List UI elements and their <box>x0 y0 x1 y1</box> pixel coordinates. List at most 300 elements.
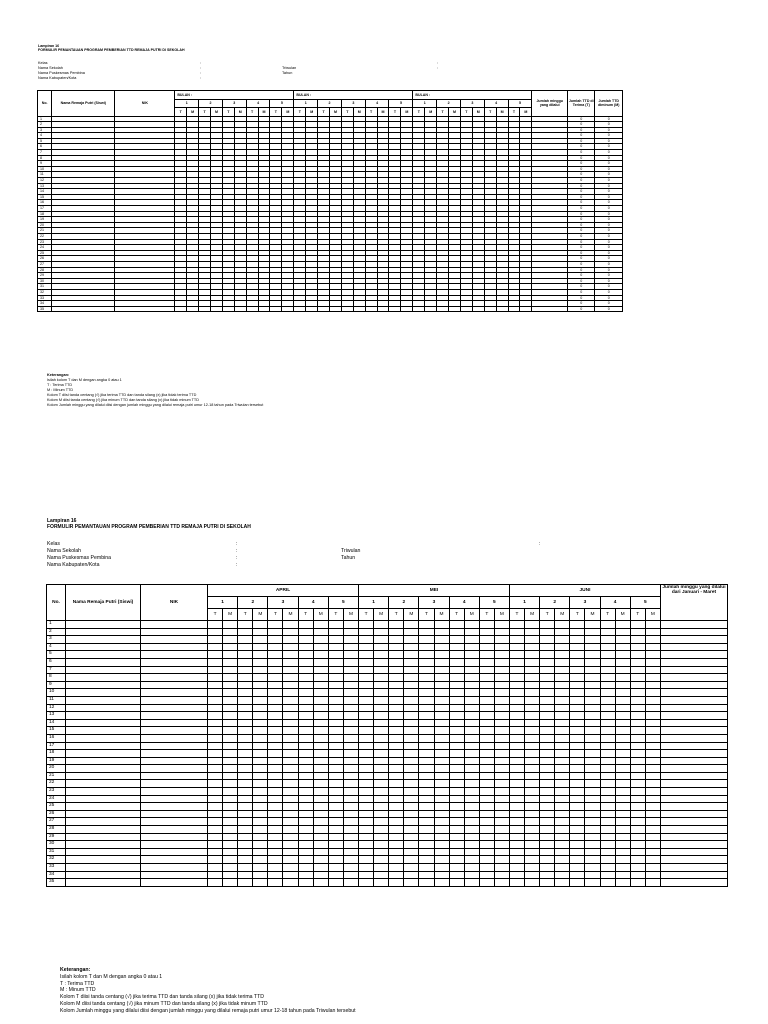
cell-tm[interactable] <box>359 780 374 788</box>
cell-tm[interactable] <box>540 674 555 682</box>
cell-tm[interactable] <box>555 848 570 856</box>
cell-tm[interactable] <box>374 621 389 629</box>
cell-tm[interactable] <box>374 712 389 720</box>
cell-tm[interactable] <box>359 795 374 803</box>
cell-tm[interactable] <box>509 666 524 674</box>
cell-tm[interactable] <box>570 681 585 689</box>
cell-tm[interactable] <box>555 719 570 727</box>
cell-nik[interactable] <box>141 651 208 659</box>
cell-tm[interactable] <box>600 765 615 773</box>
cell-tm[interactable] <box>434 772 449 780</box>
cell-tm[interactable] <box>630 765 645 773</box>
cell-tm[interactable] <box>570 628 585 636</box>
cell-nik[interactable] <box>141 810 208 818</box>
cell-tm[interactable] <box>283 689 298 697</box>
cell-tm[interactable] <box>223 803 238 811</box>
cell-tm[interactable] <box>479 651 494 659</box>
cell-tm[interactable] <box>223 666 238 674</box>
cell-tm[interactable] <box>540 666 555 674</box>
cell-tm[interactable] <box>600 636 615 644</box>
cell-tm[interactable] <box>585 727 600 735</box>
cell-tm[interactable] <box>449 795 464 803</box>
cell-tm[interactable] <box>494 826 509 834</box>
cell-tm[interactable] <box>630 621 645 629</box>
cell-tm[interactable] <box>359 628 374 636</box>
cell-tm[interactable] <box>298 689 313 697</box>
cell-tm[interactable] <box>223 848 238 856</box>
cell-tm[interactable] <box>313 810 328 818</box>
cell-tm[interactable] <box>253 734 268 742</box>
cell-tm[interactable] <box>208 826 223 834</box>
cell-tm[interactable] <box>600 879 615 887</box>
cell-tm[interactable] <box>540 788 555 796</box>
cell-tm[interactable] <box>283 788 298 796</box>
cell-tm[interactable] <box>464 681 479 689</box>
cell-tm[interactable] <box>389 841 404 849</box>
cell-tm[interactable] <box>328 719 343 727</box>
cell-tm[interactable] <box>343 658 358 666</box>
cell-nik[interactable] <box>141 628 208 636</box>
cell-tm[interactable] <box>268 788 283 796</box>
cell-tm[interactable] <box>298 765 313 773</box>
cell-tm[interactable] <box>343 788 358 796</box>
cell-tm[interactable] <box>449 780 464 788</box>
cell-tm[interactable] <box>223 750 238 758</box>
cell-tm[interactable] <box>540 636 555 644</box>
cell-tm[interactable] <box>328 856 343 864</box>
cell-tm[interactable] <box>555 864 570 872</box>
cell-tm[interactable] <box>328 696 343 704</box>
cell-tm[interactable] <box>434 651 449 659</box>
cell-tm[interactable] <box>509 864 524 872</box>
cell-tm[interactable] <box>645 826 660 834</box>
cell-jumlah-minggu[interactable] <box>660 712 727 720</box>
cell-tm[interactable] <box>389 704 404 712</box>
cell-nik[interactable] <box>141 780 208 788</box>
cell-tm[interactable] <box>570 848 585 856</box>
cell-tm[interactable] <box>268 856 283 864</box>
cell-tm[interactable] <box>208 765 223 773</box>
cell-tm[interactable] <box>283 628 298 636</box>
cell-tm[interactable] <box>359 674 374 682</box>
cell-nik[interactable] <box>141 674 208 682</box>
cell-tm[interactable] <box>585 780 600 788</box>
cell-tm[interactable] <box>630 750 645 758</box>
cell-tm[interactable] <box>328 727 343 735</box>
cell-tm[interactable] <box>585 810 600 818</box>
cell-nama[interactable] <box>66 871 141 879</box>
cell-tm[interactable] <box>509 879 524 887</box>
cell-tm[interactable] <box>494 674 509 682</box>
cell-tm[interactable] <box>238 727 253 735</box>
cell-tm[interactable] <box>449 833 464 841</box>
cell-tm[interactable] <box>494 757 509 765</box>
cell-tm[interactable] <box>600 757 615 765</box>
cell-tm[interactable] <box>208 810 223 818</box>
cell-tm[interactable] <box>645 788 660 796</box>
cell-tm[interactable] <box>630 856 645 864</box>
cell-tm[interactable] <box>464 704 479 712</box>
cell-tm[interactable] <box>208 803 223 811</box>
cell-tm[interactable] <box>600 658 615 666</box>
cell-tm[interactable] <box>253 810 268 818</box>
cell-tm[interactable] <box>645 621 660 629</box>
cell-tm[interactable] <box>253 772 268 780</box>
cell-tm[interactable] <box>570 643 585 651</box>
cell-tm[interactable] <box>298 674 313 682</box>
cell-tm[interactable] <box>449 848 464 856</box>
cell-tm[interactable] <box>389 727 404 735</box>
cell-tm[interactable] <box>434 795 449 803</box>
cell-tm[interactable] <box>464 674 479 682</box>
cell-tm[interactable] <box>208 621 223 629</box>
cell-tm[interactable] <box>615 810 630 818</box>
cell-tm[interactable] <box>253 712 268 720</box>
cell-tm[interactable] <box>359 621 374 629</box>
cell-nama[interactable] <box>66 864 141 872</box>
cell-tm[interactable] <box>645 696 660 704</box>
cell-tm[interactable] <box>570 712 585 720</box>
cell-jumlah-minggu[interactable] <box>660 719 727 727</box>
cell-tm[interactable] <box>253 621 268 629</box>
cell-tm[interactable] <box>540 879 555 887</box>
cell-tm[interactable] <box>645 727 660 735</box>
cell-tm[interactable] <box>479 719 494 727</box>
cell-tm[interactable] <box>419 666 434 674</box>
cell-nik[interactable] <box>141 689 208 697</box>
cell-tm[interactable] <box>419 864 434 872</box>
cell-nama[interactable] <box>66 841 141 849</box>
cell-tm[interactable] <box>630 696 645 704</box>
cell-tm[interactable] <box>238 651 253 659</box>
cell-tm[interactable] <box>268 841 283 849</box>
cell-tm[interactable] <box>540 621 555 629</box>
cell-tm[interactable] <box>570 636 585 644</box>
cell-tm[interactable] <box>419 621 434 629</box>
cell-tm[interactable] <box>238 780 253 788</box>
cell-jumlah-minggu[interactable] <box>660 795 727 803</box>
cell-tm[interactable] <box>585 681 600 689</box>
cell-tm[interactable] <box>404 689 419 697</box>
cell-nik[interactable] <box>141 795 208 803</box>
cell-tm[interactable] <box>570 651 585 659</box>
cell-tm[interactable] <box>494 727 509 735</box>
cell-tm[interactable] <box>555 795 570 803</box>
cell-tm[interactable] <box>494 621 509 629</box>
cell-tm[interactable] <box>509 674 524 682</box>
cell-tm[interactable] <box>298 750 313 758</box>
cell-tm[interactable] <box>570 833 585 841</box>
cell-tm[interactable] <box>208 696 223 704</box>
cell-tm[interactable] <box>359 696 374 704</box>
cell-tm[interactable] <box>359 818 374 826</box>
cell-tm[interactable] <box>268 666 283 674</box>
cell-tm[interactable] <box>389 833 404 841</box>
cell-tm[interactable] <box>343 856 358 864</box>
cell-nama[interactable] <box>66 856 141 864</box>
cell-tm[interactable] <box>268 636 283 644</box>
cell-tm[interactable] <box>464 795 479 803</box>
cell-tm[interactable] <box>494 818 509 826</box>
cell-tm[interactable] <box>600 734 615 742</box>
cell-tm[interactable] <box>343 772 358 780</box>
cell-tm[interactable] <box>570 658 585 666</box>
cell-tm[interactable] <box>268 772 283 780</box>
cell-tm[interactable] <box>208 643 223 651</box>
cell-tm[interactable] <box>404 643 419 651</box>
cell-tm[interactable] <box>630 841 645 849</box>
cell-tm[interactable] <box>298 666 313 674</box>
cell-tm[interactable] <box>509 734 524 742</box>
cell-tm[interactable] <box>494 772 509 780</box>
cell-tm[interactable] <box>343 704 358 712</box>
cell-tm[interactable] <box>434 757 449 765</box>
cell-tm[interactable] <box>585 833 600 841</box>
cell-nik[interactable] <box>141 727 208 735</box>
cell-tm[interactable] <box>585 674 600 682</box>
cell-tm[interactable] <box>253 879 268 887</box>
cell-tm[interactable] <box>253 689 268 697</box>
cell-tm[interactable] <box>540 871 555 879</box>
cell-tm[interactable] <box>449 879 464 887</box>
cell-tm[interactable] <box>630 826 645 834</box>
cell-tm[interactable] <box>585 636 600 644</box>
cell-tm[interactable] <box>600 772 615 780</box>
cell-tm[interactable] <box>570 750 585 758</box>
cell-tm[interactable] <box>374 826 389 834</box>
cell-tm[interactable] <box>645 757 660 765</box>
cell-tm[interactable] <box>600 810 615 818</box>
cell-tm[interactable] <box>238 795 253 803</box>
cell-tm[interactable] <box>298 826 313 834</box>
cell-tm[interactable] <box>479 848 494 856</box>
cell-tm[interactable] <box>389 674 404 682</box>
cell-jumlah-minggu[interactable] <box>660 696 727 704</box>
cell-tm[interactable] <box>359 719 374 727</box>
cell-tm[interactable] <box>525 651 540 659</box>
cell-tm[interactable] <box>494 856 509 864</box>
cell-nik[interactable] <box>141 757 208 765</box>
cell-tm[interactable] <box>223 636 238 644</box>
cell-tm[interactable] <box>419 848 434 856</box>
cell-tm[interactable] <box>630 658 645 666</box>
cell-tm[interactable] <box>464 841 479 849</box>
cell-tm[interactable] <box>600 803 615 811</box>
cell-tm[interactable] <box>494 810 509 818</box>
cell-nik[interactable] <box>141 621 208 629</box>
cell-tm[interactable] <box>615 788 630 796</box>
cell-tm[interactable] <box>313 696 328 704</box>
cell-tm[interactable] <box>645 734 660 742</box>
cell-nik[interactable] <box>141 719 208 727</box>
cell-tm[interactable] <box>525 788 540 796</box>
cell-tm[interactable] <box>494 848 509 856</box>
cell-tm[interactable] <box>268 696 283 704</box>
cell-tm[interactable] <box>630 810 645 818</box>
cell-tm[interactable] <box>630 879 645 887</box>
cell-tm[interactable] <box>253 628 268 636</box>
cell-tm[interactable] <box>298 780 313 788</box>
cell-nama[interactable] <box>66 803 141 811</box>
cell-tm[interactable] <box>525 765 540 773</box>
cell-tm[interactable] <box>509 689 524 697</box>
cell-tm[interactable] <box>404 696 419 704</box>
cell-tm[interactable] <box>615 879 630 887</box>
cell-tm[interactable] <box>494 651 509 659</box>
cell-tm[interactable] <box>359 757 374 765</box>
cell-tm[interactable] <box>343 727 358 735</box>
cell-tm[interactable] <box>525 621 540 629</box>
cell-tm[interactable] <box>223 674 238 682</box>
cell-tm[interactable] <box>600 621 615 629</box>
cell-tm[interactable] <box>298 864 313 872</box>
cell-tm[interactable] <box>389 871 404 879</box>
cell-tm[interactable] <box>253 871 268 879</box>
cell-tm[interactable] <box>343 864 358 872</box>
cell-tm[interactable] <box>208 727 223 735</box>
cell-tm[interactable] <box>359 871 374 879</box>
cell-tm[interactable] <box>268 826 283 834</box>
cell-tm[interactable] <box>419 826 434 834</box>
cell-tm[interactable] <box>434 765 449 773</box>
cell-tm[interactable] <box>479 727 494 735</box>
cell-tm[interactable] <box>464 643 479 651</box>
cell-nama[interactable] <box>66 757 141 765</box>
cell-tm[interactable] <box>615 803 630 811</box>
cell-tm[interactable] <box>449 658 464 666</box>
cell-nama[interactable] <box>66 788 141 796</box>
cell-nama[interactable] <box>66 848 141 856</box>
cell-tm[interactable] <box>525 810 540 818</box>
cell-tm[interactable] <box>298 879 313 887</box>
cell-tm[interactable] <box>585 734 600 742</box>
cell-tm[interactable] <box>479 658 494 666</box>
cell-tm[interactable] <box>404 750 419 758</box>
cell-tm[interactable] <box>464 734 479 742</box>
cell-tm[interactable] <box>525 727 540 735</box>
cell-tm[interactable] <box>404 788 419 796</box>
cell-tm[interactable] <box>313 780 328 788</box>
cell-tm[interactable] <box>555 780 570 788</box>
cell-nik[interactable] <box>141 734 208 742</box>
cell-tm[interactable] <box>449 810 464 818</box>
cell-tm[interactable] <box>238 833 253 841</box>
cell-tm[interactable] <box>359 788 374 796</box>
cell-tm[interactable] <box>434 643 449 651</box>
cell-tm[interactable] <box>359 864 374 872</box>
cell-tm[interactable] <box>419 719 434 727</box>
cell-tm[interactable] <box>223 780 238 788</box>
cell-tm[interactable] <box>525 719 540 727</box>
cell-tm[interactable] <box>494 628 509 636</box>
cell-tm[interactable] <box>630 651 645 659</box>
cell-tm[interactable] <box>389 719 404 727</box>
cell-tm[interactable] <box>464 636 479 644</box>
cell-tm[interactable] <box>389 651 404 659</box>
cell-tm[interactable] <box>359 643 374 651</box>
cell-tm[interactable] <box>555 727 570 735</box>
cell-tm[interactable] <box>525 681 540 689</box>
cell-tm[interactable] <box>238 818 253 826</box>
cell-tm[interactable] <box>268 848 283 856</box>
cell-tm[interactable] <box>313 848 328 856</box>
cell-tm[interactable] <box>494 658 509 666</box>
cell-tm[interactable] <box>555 742 570 750</box>
cell-tm[interactable] <box>298 818 313 826</box>
cell-tm[interactable] <box>374 780 389 788</box>
cell-tm[interactable] <box>223 765 238 773</box>
cell-tm[interactable] <box>509 803 524 811</box>
cell-tm[interactable] <box>374 628 389 636</box>
cell-tm[interactable] <box>253 833 268 841</box>
cell-tm[interactable] <box>389 696 404 704</box>
cell-tm[interactable] <box>434 712 449 720</box>
cell-tm[interactable] <box>464 864 479 872</box>
cell-tm[interactable] <box>464 689 479 697</box>
cell-tm[interactable] <box>555 734 570 742</box>
cell-tm[interactable] <box>419 757 434 765</box>
cell-tm[interactable] <box>343 674 358 682</box>
cell-tm[interactable] <box>449 742 464 750</box>
cell-tm[interactable] <box>404 719 419 727</box>
cell-tm[interactable] <box>615 818 630 826</box>
cell-tm[interactable] <box>283 841 298 849</box>
cell-tm[interactable] <box>509 841 524 849</box>
cell-tm[interactable] <box>283 856 298 864</box>
cell-tm[interactable] <box>253 818 268 826</box>
cell-tm[interactable] <box>389 803 404 811</box>
cell-tm[interactable] <box>374 719 389 727</box>
cell-tm[interactable] <box>328 750 343 758</box>
cell-tm[interactable] <box>494 643 509 651</box>
cell-tm[interactable] <box>585 879 600 887</box>
cell-tm[interactable] <box>313 689 328 697</box>
cell-tm[interactable] <box>374 757 389 765</box>
cell-tm[interactable] <box>389 734 404 742</box>
cell-tm[interactable] <box>283 848 298 856</box>
cell-tm[interactable] <box>464 803 479 811</box>
cell-tm[interactable] <box>253 719 268 727</box>
cell-jumlah-minggu[interactable] <box>660 689 727 697</box>
cell-tm[interactable] <box>525 772 540 780</box>
cell-tm[interactable] <box>283 719 298 727</box>
cell-tm[interactable] <box>268 780 283 788</box>
cell-tm[interactable] <box>570 826 585 834</box>
cell-tm[interactable] <box>479 841 494 849</box>
cell-tm[interactable] <box>645 810 660 818</box>
cell-tm[interactable] <box>540 833 555 841</box>
cell-tm[interactable] <box>404 833 419 841</box>
cell-tm[interactable] <box>479 666 494 674</box>
cell-tm[interactable] <box>359 848 374 856</box>
cell-tm[interactable] <box>283 643 298 651</box>
cell-tm[interactable] <box>585 621 600 629</box>
cell-tm[interactable] <box>525 712 540 720</box>
cell-tm[interactable] <box>540 780 555 788</box>
cell-tm[interactable] <box>208 795 223 803</box>
cell-tm[interactable] <box>283 742 298 750</box>
cell-tm[interactable] <box>313 628 328 636</box>
cell-tm[interactable] <box>298 651 313 659</box>
cell-tm[interactable] <box>268 818 283 826</box>
cell-tm[interactable] <box>313 803 328 811</box>
cell-tm[interactable] <box>328 788 343 796</box>
cell-tm[interactable] <box>223 757 238 765</box>
cell-nama[interactable] <box>66 628 141 636</box>
cell-tm[interactable] <box>389 681 404 689</box>
cell-tm[interactable] <box>328 704 343 712</box>
cell-tm[interactable] <box>630 742 645 750</box>
